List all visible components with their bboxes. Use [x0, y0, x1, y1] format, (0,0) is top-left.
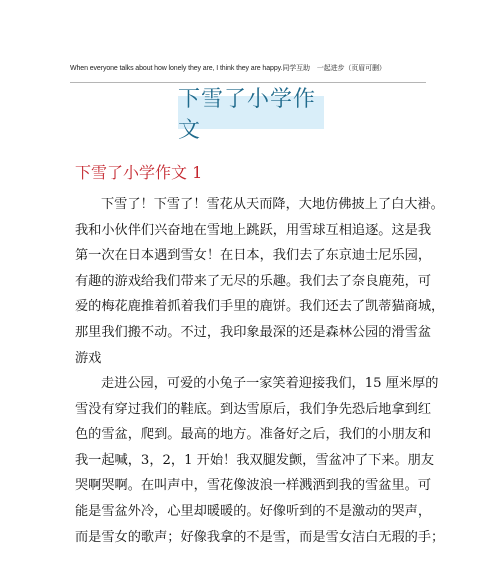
- page-header-text: When everyone talks about how lonely they are, I think they are happy.同学互助 一起进步（页眉可删）: [70, 65, 386, 72]
- document-title-box: [178, 86, 324, 143]
- paragraph-1: [75, 192, 445, 371]
- paragraph-2: [75, 371, 445, 550]
- paragraph-line: 我一起喊，3，2，1 开始！我双腿发颤，雪盆冲了下来。朋友: [75, 452, 435, 468]
- paragraph-line: 而是雪女的歌声；好像我拿的不是雪，而是雪女洁白无瑕的手；: [75, 529, 445, 545]
- paragraph-line: 爱的梅花鹿推着抓着我们手里的鹿饼。我们还去了凯蒂猫商城，: [75, 299, 445, 315]
- paragraph-line: 第一次在日本遇到雪女！在日本，我们去了东京迪士尼乐园，: [75, 248, 432, 264]
- paragraph-line: 走进公园，可爱的小兔子一家笑着迎接我们，15 厘米厚的: [101, 376, 439, 391]
- paragraph-line: 有趣的游戏给我们带来了无尽的乐趣。我们去了奈良鹿苑，可: [75, 273, 432, 289]
- paragraph-line: 游戏: [75, 350, 102, 366]
- section-heading: 下雪了小学作文 1: [75, 163, 203, 182]
- paragraph-line: 哭啊哭啊。在叫声中，雪花像波浪一样溅洒到我的雪盆里。可: [75, 478, 432, 494]
- paragraph-line: 那里我们搬不动。不过，我印象最深的还是森林公园的滑雪盆: [75, 324, 432, 340]
- paragraph-line: 我和小伙伴们兴奋地在雪地上跳跃，用雪球互相追逐。这是我: [75, 222, 432, 238]
- paragraph-line: 雪没有穿过我们的鞋底。到达雪原后，我们争先恐后地拿到红: [75, 401, 432, 417]
- paragraph-line: 能是雪盆外冷，心里却暖暖的。好像听到的不是激动的哭声，: [75, 503, 432, 519]
- paragraph-line: 色的雪盆，爬到。最高的地方。准备好之后，我们的小朋友和: [75, 427, 432, 443]
- document-title: 下雪了小学作文: [178, 86, 317, 143]
- paragraph-line: 下雪了！下雪了！雪花从天而降，大地仿佛披上了白大褂。: [101, 197, 444, 212]
